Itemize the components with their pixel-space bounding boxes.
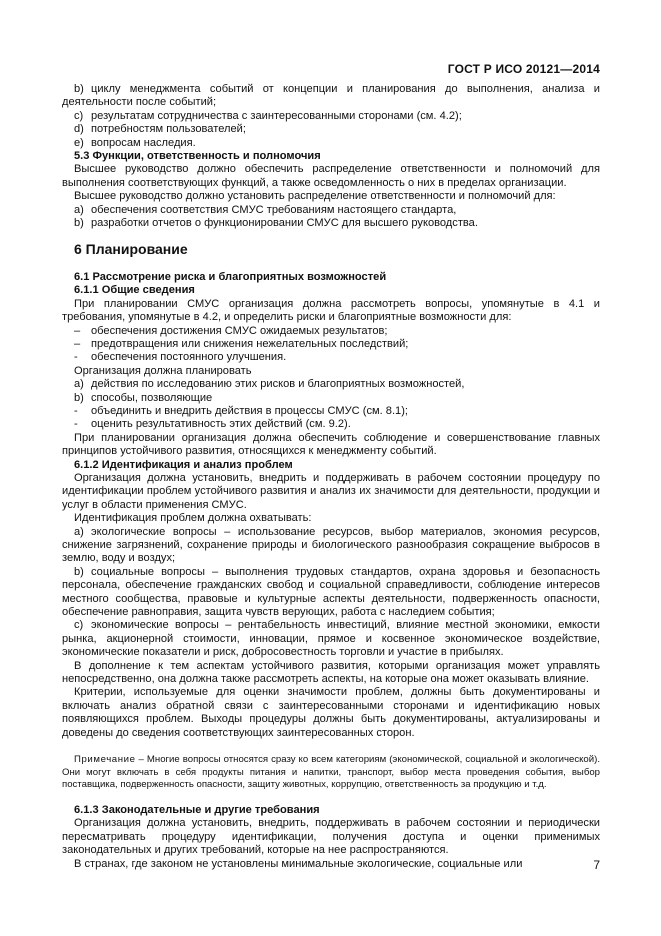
list-item	[62, 351, 600, 364]
list-item	[62, 325, 600, 338]
paragraph: При планировании СМУС организация должна рассмотреть вопросы, упомянутые в 4.1 и требования, упомянутые в 4.2, и определить риски и благоприятные возможности для:	[62, 297, 600, 324]
paragraph: Организация должна планировать	[74, 364, 252, 377]
section-heading-6-1-2: 6.1.2 Идентификация и анализ проблем	[74, 458, 293, 471]
standard-header: ГОСТ Р ИСО 20121—2014	[447, 62, 600, 76]
list-text: вопросам наследия.	[91, 136, 196, 149]
list-text: объединить и внедрить действия в процессы СМУС (см. 8.1);	[91, 404, 408, 417]
list-text: обеспечения достижения СМУС ожидаемых результатов;	[91, 324, 388, 337]
list-marker: b)	[74, 217, 84, 230]
paragraph: Организация должна установить, внедрить, поддерживать в рабочем состоянии и периодически пересматривать процедуру идентификации, получения доступа и оценки применимых законодательных и других требований, которые на нее распространяются.	[62, 817, 600, 857]
list-item	[62, 566, 600, 620]
list-marker: d)	[74, 123, 84, 136]
list-item	[62, 338, 600, 351]
note	[62, 754, 600, 792]
list-item	[62, 123, 600, 136]
list-marker: -	[74, 404, 78, 417]
section-heading-5-3: 5.3 Функции, ответственность и полномочия	[74, 150, 321, 163]
page-number: 7	[593, 858, 600, 872]
section-heading-6: 6 Планирование	[74, 241, 188, 258]
list-marker: -	[74, 418, 78, 431]
list-item	[62, 378, 600, 391]
list-marker: c)	[74, 619, 84, 632]
list-marker: -	[74, 351, 78, 364]
list-text: потребностям пользователей;	[91, 123, 246, 136]
list-item	[62, 526, 600, 566]
list-text: действия по исследованию этих рисков и благоприятных возможностей,	[91, 378, 465, 391]
list-item	[62, 137, 600, 150]
list-item	[62, 204, 600, 217]
paragraph: Организация должна установить, внедрить и поддерживать в рабочем состоянии процедуру по идентификации проблем устойчивого развития и анализ их значимости для деятельности, продукции и услуг в области применения СМУС.	[62, 471, 600, 511]
list-marker: –	[74, 324, 81, 337]
list-text: обеспечения соответствия СМУС требованиям настоящего стандарта,	[91, 203, 457, 216]
section-heading-6-1-1: 6.1.1 Общие сведения	[74, 284, 195, 297]
list-text: экологические вопросы – использование ресурсов, выбор материалов, экономия ресурсов, снижение загрязнений, сохранение природы и биологического разнообразия сокращение выбросов в землю, воду и воздух;	[62, 525, 600, 565]
note-text: – Многие вопросы относятся сразу ко всем категориям (экономической, социальной и экологической). Они могут включать в себя продукты питания и напитки, транспорт, выбор места проведения события, выбор поставщика, подверженность опасности, защиту животных, коррупцию, ответственность за продукцию и т.д.	[62, 754, 600, 791]
list-text: экономические вопросы – рентабельность инвестиций, влияние местной экономики, емкости рынка, акционерной стоимости, инновации, прямое и косвенное экономическое воздействие, экономические показатели и риск, добросовестность торговли и участие в прибылях.	[62, 619, 600, 659]
list-marker: a)	[74, 203, 84, 216]
list-marker: b)	[74, 83, 84, 95]
section-heading-6-1: 6.1 Рассмотрение риска и благоприятных возможностей	[74, 270, 387, 283]
document-body	[62, 83, 600, 871]
paragraph: Критерии, используемые для оценки значимости проблем, должны быть документированы и включать анализ обратной связи с заинтересованными сторонами и идентификацию новых появляющихся проблем. Выходы процедуры должны быть документированы, актуализированы и доведены до сведения соответствующих заинтересованных сторон.	[62, 686, 600, 739]
paragraph: Идентификация проблем должна охватывать:	[74, 512, 312, 525]
list-marker: c)	[74, 109, 84, 122]
list-marker: b)	[74, 391, 84, 404]
list-item	[62, 217, 600, 230]
list-marker: a)	[74, 525, 84, 538]
list-text: разработки отчетов о функционировании СМУС для высшего руководства.	[91, 217, 478, 230]
section-heading-6-1-3: 6.1.3 Законодательные и другие требования	[74, 803, 320, 816]
list-item	[62, 83, 600, 110]
list-text: оценить результативность этих действий (см. 9.2).	[91, 418, 351, 431]
list-text: результатам сотрудничества с заинтересованными сторонами (см. 4.2);	[91, 109, 462, 122]
list-text: циклу менеджмента событий от концепции и планирования до выполнения, анализа и деятельности после событий;	[62, 83, 600, 109]
list-marker: b)	[74, 565, 84, 578]
paragraph: В странах, где законом не установлены минимальные экологические, социальные или	[74, 857, 523, 870]
list-item	[62, 392, 600, 405]
paragraph: Высшее руководство должно установить распределение ответственности и полномочий для:	[74, 190, 556, 203]
list-text: предотвращения или снижения нежелательных последствий;	[91, 337, 409, 350]
list-marker: –	[74, 337, 81, 350]
note-label: Примечание	[74, 754, 136, 766]
list-text: социальные вопросы – выполнения трудовых стандартов, охрана здоровья и безопасность персонала, обеспечение гражданских свобод и социальной справедливости, соблюдение интересов местного сообщества, правовые и культурные аспекты деятельности, подверженность опасности, обеспечение равноправия, защита чувств верующих, работа с наследием события;	[62, 565, 600, 619]
paragraph: В дополнение к тем аспектам устойчивого развития, которыми организация может управлять непосредственно, она должна также рассмотреть аспекты, на которые она может оказывать влияние.	[62, 659, 600, 686]
list-item	[62, 110, 600, 123]
list-marker: a)	[74, 378, 84, 391]
list-item	[62, 418, 600, 431]
list-item	[62, 619, 600, 659]
list-item	[62, 405, 600, 418]
paragraph: При планировании организация должна обеспечить соблюдение и совершенствование главных принципов устойчивого развития, относящихся к менеджменту событий.	[62, 431, 600, 458]
list-text: обеспечения постоянного улучшения.	[91, 351, 287, 364]
list-marker: e)	[74, 136, 84, 149]
list-text: способы, позволяющие	[91, 391, 213, 404]
paragraph: Высшее руководство должно обеспечить распределение ответственности и полномочий для выполнения соответствующих функций, а также осведомленность о них в пределах организации.	[62, 163, 600, 189]
